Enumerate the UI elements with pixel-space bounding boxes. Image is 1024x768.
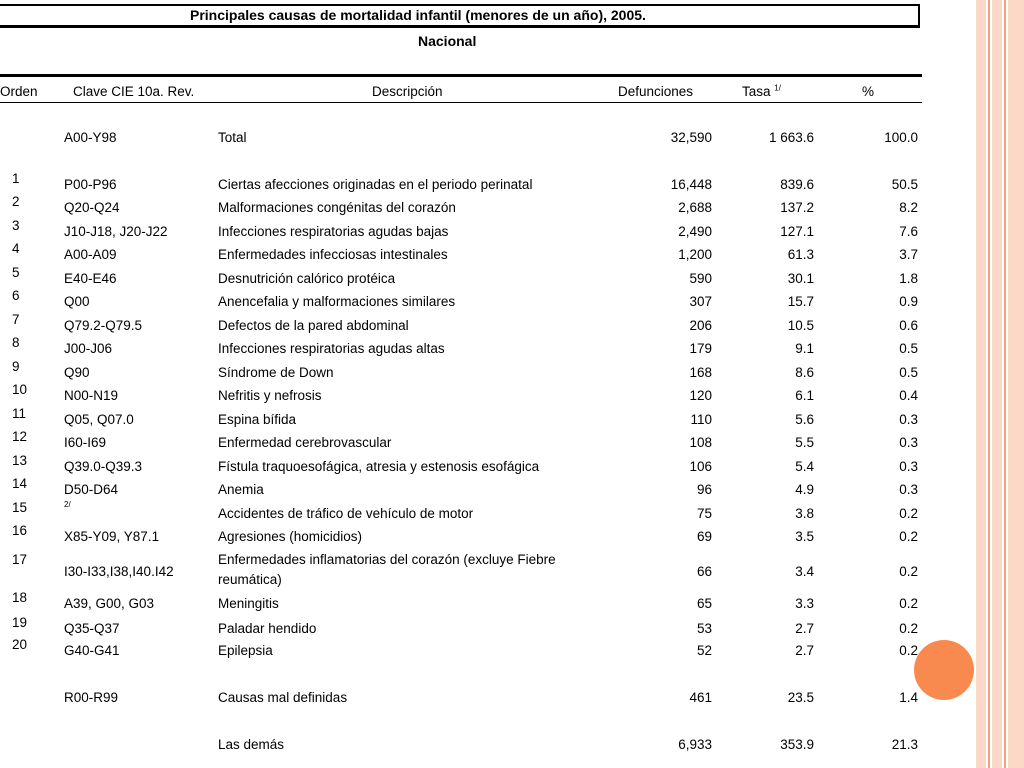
row-tasa: 1 663.6: [768, 130, 814, 145]
row-clave: Q35-Q37: [64, 621, 120, 636]
row-defunciones: 75: [696, 506, 712, 521]
row-defunciones: 110: [690, 412, 712, 427]
row-percent: 0.2: [899, 529, 918, 544]
row-defunciones: 120: [689, 388, 712, 403]
row-percent: 0.3: [899, 482, 918, 497]
row-percent: 0.5: [899, 365, 918, 380]
row-clave: E40-E46: [64, 271, 117, 286]
row-orden: 15: [12, 500, 28, 515]
header-rule-top: [0, 74, 922, 77]
row-defunciones: 6,933: [678, 737, 712, 752]
row-descripcion: Las demás: [218, 737, 285, 752]
row-orden: 10: [12, 382, 28, 397]
row-defunciones: 590: [689, 271, 712, 286]
header-rule-bottom: [0, 102, 922, 103]
row-descripcion: Infecciones respiratorias agudas altas: [218, 341, 445, 356]
row-tasa: 15.7: [787, 294, 814, 309]
row-percent: 0.3: [899, 412, 918, 427]
row-descripcion: Anencefalia y malformaciones similares: [218, 294, 456, 309]
row-orden: 20: [12, 637, 28, 652]
row-descripcion: Enfermedades inflamatorias del corazón (excluye Fiebre reumática): [218, 552, 556, 587]
row-clave: 2/: [64, 500, 71, 509]
row-descripcion: Meningitis: [218, 596, 279, 611]
row-percent: 50.5: [891, 177, 918, 192]
row-orden: 5: [12, 265, 20, 280]
row-defunciones: 32,590: [670, 130, 712, 145]
row-descripcion: Espina bífida: [218, 412, 297, 427]
row-percent: 0.6: [899, 318, 918, 333]
row-orden: 11: [12, 406, 27, 421]
row-percent: 8.2: [899, 200, 918, 215]
row-clave: D50-D64: [64, 482, 119, 497]
row-tasa: 127.1: [780, 224, 814, 239]
row-clave: I60-I69: [64, 435, 107, 450]
row-defunciones: 2,490: [678, 224, 712, 239]
row-descripcion: Síndrome de Down: [218, 365, 334, 380]
row-defunciones: 69: [696, 529, 712, 544]
row-descripcion: Infecciones respiratorias agudas bajas: [218, 224, 449, 239]
row-orden: 9: [12, 359, 20, 374]
decorative-stripe: [1008, 0, 1024, 768]
row-defunciones: 52: [696, 643, 712, 658]
row-descripcion: Agresiones (homicidios): [218, 529, 363, 544]
row-tasa: 3.8: [795, 506, 814, 521]
row-descripcion: Paladar hendido: [218, 621, 317, 636]
row-tasa: 23.5: [787, 690, 814, 705]
table-title: Principales causas de mortalidad infantil (menores de un año), 2005.: [190, 7, 646, 23]
row-defunciones: 66: [696, 564, 712, 579]
row-tasa: 2.7: [795, 643, 814, 658]
decorative-stripe: [988, 0, 990, 768]
row-orden: 18: [12, 590, 28, 605]
row-clave: A00-Y98: [64, 130, 117, 145]
row-descripcion: Ciertas afecciones originadas en el periodo perinatal: [218, 177, 533, 192]
row-orden: 17: [12, 552, 28, 567]
table-subtitle: Nacional: [418, 33, 477, 49]
row-defunciones: 168: [689, 365, 712, 380]
row-tasa: 3.4: [795, 564, 814, 579]
row-tasa: 61.3: [787, 247, 814, 262]
row-tasa: 5.5: [795, 435, 814, 450]
header-tasa: [742, 84, 781, 100]
row-percent: 1.8: [899, 271, 918, 286]
row-defunciones: 106: [689, 459, 712, 474]
row-percent: 0.9: [899, 294, 918, 309]
row-tasa: 5.4: [795, 459, 814, 474]
header-orden: Orden: [0, 84, 38, 99]
row-clave: Q00: [64, 294, 90, 309]
row-clave: Q20-Q24: [64, 200, 120, 215]
row-clave: R00-R99: [64, 690, 119, 705]
row-defunciones: 179: [689, 341, 712, 356]
row-tasa: 5.6: [795, 412, 814, 427]
row-descripcion: Fístula traquoesofágica, atresia y estenosis esofágica: [218, 459, 540, 474]
row-descripcion: Defectos de la pared abdominal: [218, 318, 409, 333]
row-defunciones: 307: [689, 294, 712, 309]
row-descripcion: Accidentes de tráfico de vehículo de motor: [218, 506, 474, 521]
row-descripcion: Malformaciones congénitas del corazón: [218, 200, 456, 215]
row-clave: A00-A09: [64, 247, 117, 262]
row-percent: 0.2: [899, 506, 918, 521]
row-tasa: 6.1: [795, 388, 814, 403]
decorative-stripe: [1004, 0, 1006, 768]
header-tasa-label: Tasa: [742, 84, 771, 99]
row-clave: G40-G41: [64, 643, 120, 658]
row-descripcion: Enfermedad cerebrovascular: [218, 435, 392, 450]
row-tasa: 8.6: [795, 365, 814, 380]
row-tasa: 353.9: [780, 737, 814, 752]
header-clave: Clave CIE 10a. Rev.: [73, 84, 195, 99]
row-descripcion: Epilepsia: [218, 643, 273, 658]
row-defunciones: 461: [689, 690, 712, 705]
header-defunciones: Defunciones: [618, 84, 694, 99]
row-orden: 1: [12, 171, 20, 186]
row-orden: 19: [12, 615, 28, 630]
row-clave: J00-J06: [64, 341, 113, 356]
row-percent: 1.4: [899, 690, 918, 705]
row-defunciones: 2,688: [678, 200, 712, 215]
row-tasa: 4.9: [795, 482, 814, 497]
decorative-stripe: [992, 0, 1002, 768]
row-percent: 0.3: [899, 459, 918, 474]
row-clave: J10-J18, J20-J22: [64, 224, 168, 239]
row-orden: 8: [12, 335, 20, 350]
row-tasa: 839.6: [780, 177, 814, 192]
row-defunciones: 206: [689, 318, 712, 333]
row-tasa: 3.5: [795, 529, 814, 544]
row-defunciones: 1,200: [678, 247, 712, 262]
header-percent: %: [862, 84, 875, 99]
row-orden: 6: [12, 288, 20, 303]
row-percent: 0.2: [899, 564, 918, 579]
header-tasa-note: 1/: [774, 83, 781, 93]
row-clave: Q05, Q07.0: [64, 412, 134, 427]
row-percent: 0.3: [899, 435, 918, 450]
row-defunciones: 16,448: [670, 177, 712, 192]
row-orden: 3: [12, 218, 20, 233]
row-descripcion: Causas mal definidas: [218, 690, 348, 705]
row-descripcion: Nefritis y nefrosis: [218, 388, 322, 403]
decorative-stripe: [976, 0, 986, 768]
row-percent: 0.5: [899, 341, 918, 356]
row-tasa: 3.3: [795, 596, 814, 611]
row-percent: 7.6: [899, 224, 918, 239]
row-percent: 0.2: [899, 643, 918, 658]
row-orden: 2: [12, 194, 20, 209]
row-descripcion: Total: [218, 130, 247, 145]
row-descripcion: Enfermedades infecciosas intestinales: [218, 247, 448, 262]
row-clave: X85-Y09, Y87.1: [64, 529, 160, 544]
row-percent: 3.7: [899, 247, 918, 262]
row-percent: 0.2: [899, 596, 918, 611]
row-orden: 16: [12, 523, 28, 538]
row-percent: 0.4: [899, 388, 918, 403]
row-tasa: 9.1: [795, 341, 814, 356]
row-percent: 0.2: [899, 621, 918, 636]
decorative-circle: [914, 640, 974, 700]
row-tasa: 30.1: [787, 271, 814, 286]
row-orden: 13: [12, 453, 28, 468]
row-percent: 100.0: [884, 130, 918, 145]
row-tasa: 10.5: [787, 318, 814, 333]
row-orden: 12: [12, 429, 28, 444]
row-clave: A39, G00, G03: [64, 596, 155, 611]
row-percent: 21.3: [891, 737, 918, 752]
row-clave: N00-N19: [64, 388, 119, 403]
row-defunciones: 96: [696, 482, 712, 497]
row-orden: 4: [12, 241, 20, 256]
row-clave: P00-P96: [64, 177, 117, 192]
row-descripcion: Desnutrición calórico protéica: [218, 271, 396, 286]
row-tasa: 137.2: [780, 200, 814, 215]
row-clave: Q90: [64, 365, 90, 380]
row-clave: Q79.2-Q79.5: [64, 318, 143, 333]
row-defunciones: 108: [689, 435, 712, 450]
row-defunciones: 53: [696, 621, 712, 636]
row-orden: 14: [12, 476, 28, 491]
row-defunciones: 65: [696, 596, 712, 611]
row-tasa: 2.7: [795, 621, 814, 636]
row-orden: 7: [12, 312, 20, 327]
header-descripcion: Descripción: [372, 84, 443, 99]
row-clave: Q39.0-Q39.3: [64, 459, 143, 474]
row-clave: I30-I33,I38,I40.I42: [64, 564, 174, 579]
row-descripcion: Anemia: [218, 482, 264, 497]
